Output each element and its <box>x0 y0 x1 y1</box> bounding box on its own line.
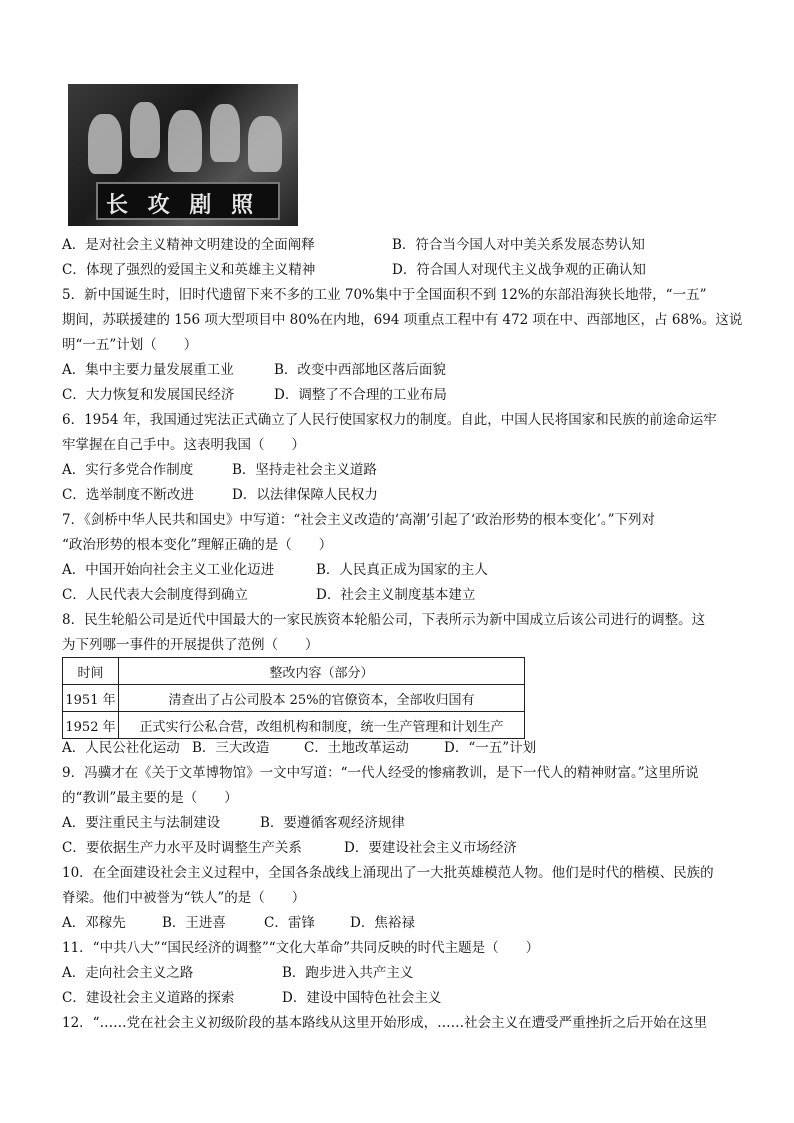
table-row <box>63 685 525 712</box>
q10-stem-line2: 脊梁。他们中被誉为“铁人”的是（ ） <box>62 890 306 906</box>
q9-option-d[interactable]: D．要建设社会主义市场经济 <box>344 840 517 856</box>
q6-option-b[interactable]: B．坚持走社会主义道路 <box>232 462 377 478</box>
q6-option-d[interactable]: D．以法律保障人民权力 <box>232 487 378 503</box>
q6-stem-line2: 牢掌握在自己手中。这表明我国（ ） <box>62 437 305 453</box>
q7-options-row1 <box>62 561 488 579</box>
q5-option-a[interactable]: A．集中主要力量发展重工业 <box>62 362 234 378</box>
q8-stem-line1: 8．民生轮船公司是近代中国最大的一家民族资本轮船公司，下表所示为新中国成立后该公司进行的调整。这 <box>62 612 706 628</box>
q11-option-b[interactable]: B．跑步进入共产主义 <box>282 965 414 981</box>
table-header-content: 整改内容（部分） <box>119 658 525 685</box>
q10-stem-line1: 10．在全面建设社会主义过程中，全国各条战线上涌现出了一大批英雄模范人物。他们是时代的楷模、民族的 <box>62 865 714 881</box>
photo-figure <box>130 102 160 158</box>
q7-stem-line1: 7．《剑桥中华人民共和国史》中写道：“社会主义改造的‘高潮’引起了‘政治形势的根本变化’。”下列对 <box>62 512 656 528</box>
q10-option-b[interactable]: B．王进喜 <box>162 915 226 931</box>
q6-option-c[interactable]: C．选举制度不断改进 <box>62 487 194 503</box>
table-cell-content: 正式实行公私合营，改组机构和制度，统一生产管理和计划生产 <box>119 712 525 739</box>
q7-option-d[interactable]: D．社会主义制度基本建立 <box>316 587 476 603</box>
q6-options-row2 <box>62 486 378 504</box>
q6-stem-line1: 6．1954 年，我国通过宪法正式确立了人民行使国家权力的制度。自此，中国人民将国家和民族的前途命运牢 <box>62 412 717 428</box>
q8-option-d[interactable]: D．“一五”计划 <box>444 740 537 756</box>
q4-option-b[interactable]: B．符合当今国人对中美关系发展态势认知 <box>392 237 645 253</box>
q5-option-d[interactable]: D．调整了不合理的工业布局 <box>274 387 447 403</box>
q8-option-a[interactable]: A．人民公社化运动 <box>62 740 180 756</box>
q5-options-row2 <box>62 386 447 404</box>
q9-option-c[interactable]: C．要依据生产力水平及时调整生产关系 <box>62 840 302 856</box>
photo-banner <box>96 182 280 220</box>
q9-options-row1 <box>62 814 405 832</box>
q5-option-c[interactable]: C．大力恢复和发展国民经济 <box>62 387 235 403</box>
q5-option-b[interactable]: B．改变中西部地区落后面貌 <box>274 362 446 378</box>
q11-option-a[interactable]: A．走向社会主义之路 <box>62 965 194 981</box>
q10-option-d[interactable]: D．焦裕禄 <box>350 915 415 931</box>
q8-stem-line2: 为下列哪一事件的开展提供了范例（ ） <box>62 637 319 653</box>
q5-stem-line1: 5．新中国诞生时，旧时代遗留下来不多的工业 70%集中于全国面积不到 12%的东部沿海狭长地带，“一五” <box>62 287 707 303</box>
q4-option-d[interactable]: D．符合国人对现代主义战争观的正确认知 <box>392 262 646 278</box>
q7-options-row2 <box>62 586 475 604</box>
q12-stem-line1: 12．“……党在社会主义初级阶段的基本路线从这里开始形成，……社会主义在遭受严重挫折之后开始在这里 <box>62 1015 708 1031</box>
q8-table <box>62 657 525 739</box>
q5-stem-line3: 明“一五”计划（ ） <box>62 337 198 353</box>
q9-stem-line2: 的“教训”最主要的是（ ） <box>62 790 238 806</box>
historical-photo <box>68 84 298 226</box>
q4-option-a[interactable]: A．是对社会主义精神文明建设的全面阐释 <box>62 237 315 253</box>
q4-option-c[interactable]: C．体现了强烈的爱国主义和英雄主义精神 <box>62 262 316 278</box>
q10-option-c[interactable]: C．雷锋 <box>264 915 315 931</box>
q5-stem-line2: 期间，苏联援建的 156 项大型项目中 80%在内地，694 项重点工程中有 472 项在中、西部地区，占 68%。这说 <box>62 312 743 328</box>
q7-option-c[interactable]: C．人民代表大会制度得到确立 <box>62 587 248 603</box>
q4-options-row1 <box>62 236 645 254</box>
q10-option-a[interactable]: A．邓稼先 <box>62 915 126 931</box>
photo-figure <box>168 110 202 172</box>
photo-figure <box>248 116 282 172</box>
q4-options-row2 <box>62 261 646 279</box>
q8-option-b[interactable]: B．三大改造 <box>192 740 270 756</box>
q8-option-c[interactable]: C．土地改革运动 <box>304 740 409 756</box>
q9-stem-line1: 9．冯骥才在《关于文革博物馆》一文中写道：“一代人经受的惨痛教训，是下一代人的精神财富。”这里所说 <box>62 765 699 781</box>
table-cell-year: 1952 年 <box>63 712 119 739</box>
q11-stem-line1: 11．“中共八大”“国民经济的调整”“文化大革命”共同反映的时代主题是（ ） <box>62 940 540 956</box>
q7-option-a[interactable]: A．中国开始向社会主义工业化迈进 <box>62 562 275 578</box>
table-header-time: 时间 <box>63 658 119 685</box>
q11-options-row2 <box>62 989 441 1007</box>
q9-option-a[interactable]: A．要注重民主与法制建设 <box>62 815 221 831</box>
q5-options-row1 <box>62 361 446 379</box>
q9-options-row2 <box>62 839 517 857</box>
q10-options-row <box>62 914 415 932</box>
table-header-row <box>63 658 525 685</box>
table-cell-content: 清查出了占公司股本 25%的官僚资本，全部收归国有 <box>119 685 525 712</box>
q7-stem-line2: “政治形势的根本变化”理解正确的是（ ） <box>62 537 333 553</box>
q11-option-c[interactable]: C．建设社会主义道路的探索 <box>62 990 235 1006</box>
table-row <box>63 712 525 739</box>
q6-option-a[interactable]: A．实行多党合作制度 <box>62 462 194 478</box>
photo-caption: 长 攻 剧 照 <box>106 193 259 218</box>
q9-option-b[interactable]: B．要遵循客观经济规律 <box>260 815 405 831</box>
q11-options-row1 <box>62 964 413 982</box>
photo-figure <box>210 104 240 162</box>
photo-figure <box>88 114 122 174</box>
q11-option-d[interactable]: D．建设中国特色社会主义 <box>282 990 442 1006</box>
table-cell-year: 1951 年 <box>63 685 119 712</box>
q7-option-b[interactable]: B．人民真正成为国家的主人 <box>316 562 488 578</box>
q8-options-row <box>62 739 536 757</box>
q6-options-row1 <box>62 461 377 479</box>
